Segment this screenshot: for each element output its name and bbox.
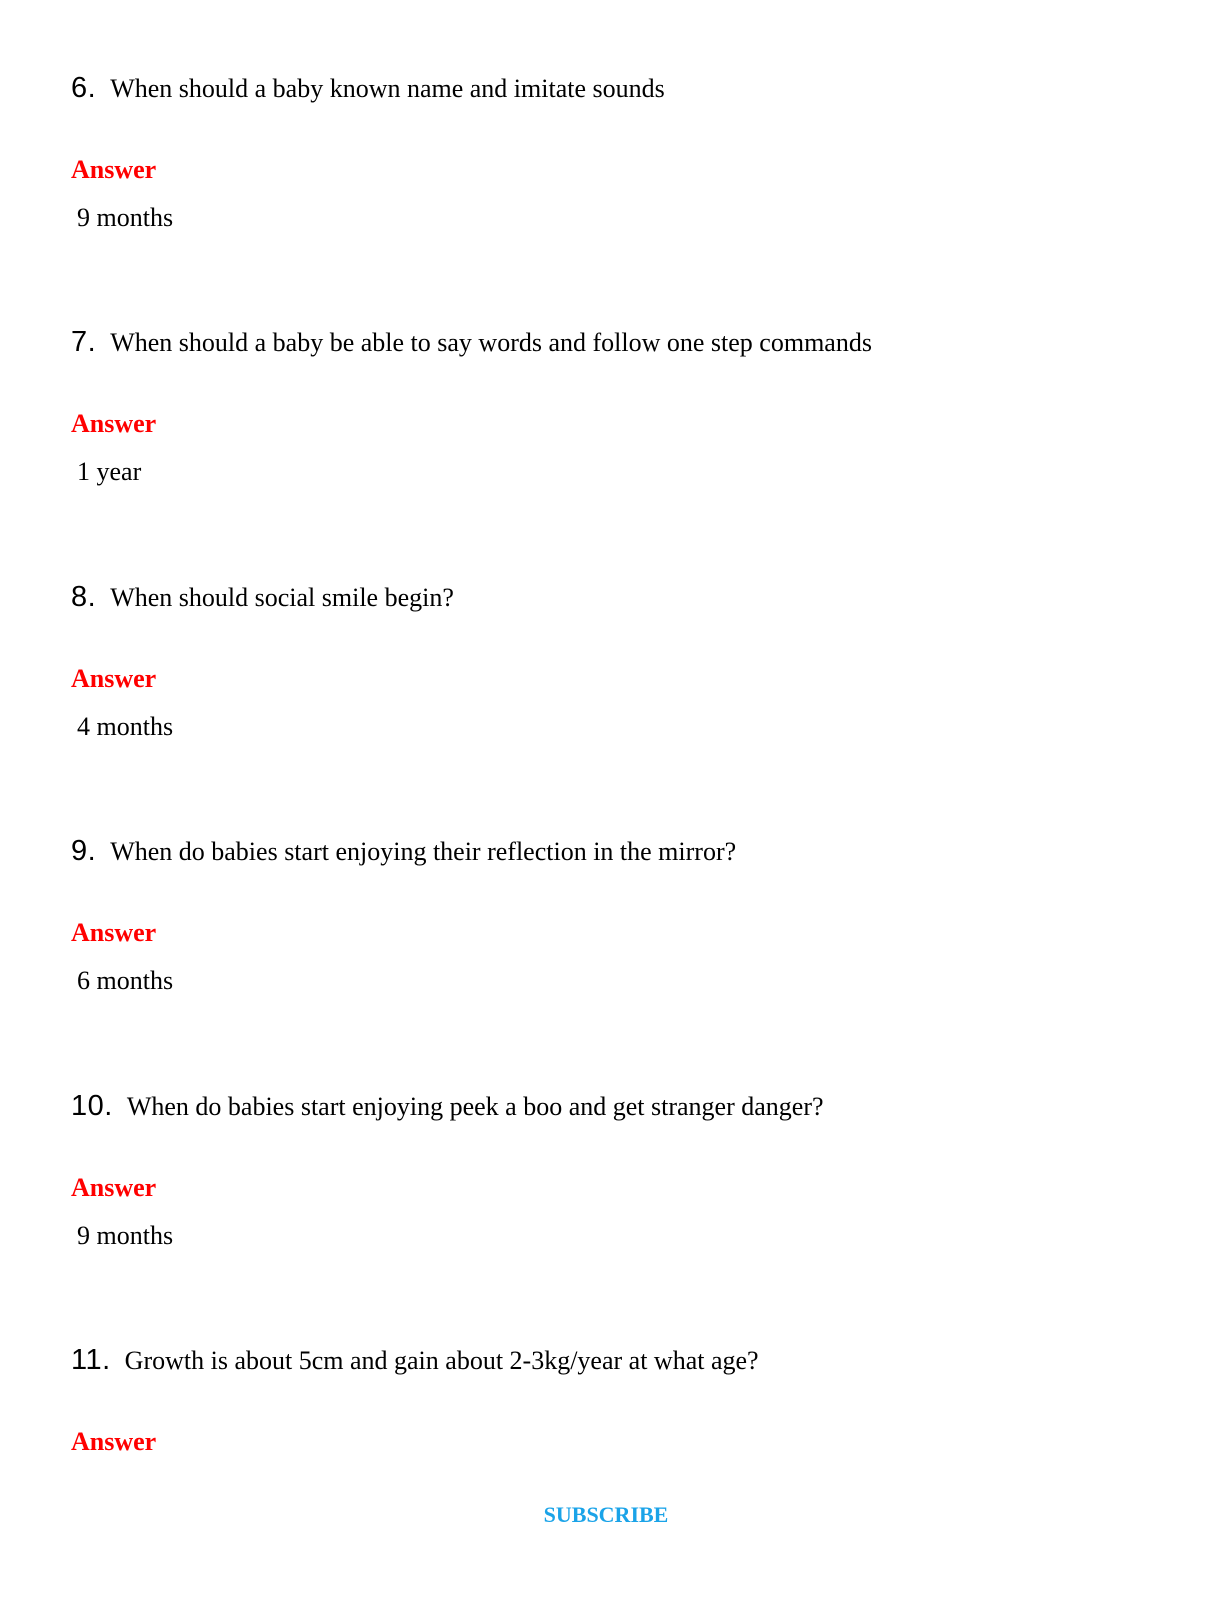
question-row	[71, 581, 454, 621]
answer-value: 9 months	[77, 1221, 174, 1250]
answer-label: Answer	[71, 409, 157, 438]
question-row	[71, 1344, 759, 1384]
question-number: 8.	[71, 581, 97, 613]
question-text: Growth is about 5cm and gain about 2-3kg/year at what age?	[124, 1346, 759, 1375]
answer-label: Answer	[71, 1173, 157, 1202]
question-text: When should social smile begin?	[110, 583, 454, 612]
qa-block-10	[0, 1090, 1224, 1344]
question-number: 11.	[71, 1344, 111, 1376]
answer-label: Answer	[71, 1427, 157, 1456]
question-row	[71, 835, 736, 875]
question-number: 6.	[71, 72, 97, 104]
qa-block-8	[0, 581, 1224, 835]
answer-label: Answer	[71, 918, 157, 947]
question-number: 7.	[71, 326, 97, 358]
qa-block-6	[0, 72, 1224, 326]
qa-block-9	[0, 835, 1224, 1089]
qa-block-7	[0, 326, 1224, 580]
question-row	[71, 72, 665, 112]
qa-block-11	[0, 1344, 1224, 1598]
answer-value: 6 months	[77, 966, 174, 995]
answer-label: Answer	[71, 155, 157, 184]
answer-value: 4 months	[77, 712, 174, 741]
question-number: 10.	[71, 1090, 113, 1122]
question-text: When do babies start enjoying peek a boo and get stranger danger?	[126, 1092, 824, 1121]
question-text: When should a baby known name and imitate sounds	[110, 74, 665, 103]
answer-label: Answer	[71, 664, 157, 693]
answer-value: 1 year	[77, 457, 142, 486]
answer-value: 9 months	[77, 203, 174, 232]
question-row	[71, 326, 872, 366]
question-text: When do babies start enjoying their reflection in the mirror?	[110, 837, 737, 866]
question-number: 9.	[71, 835, 97, 867]
question-row	[71, 1090, 824, 1130]
subscribe-link[interactable]: SUBSCRIBE	[543, 1502, 669, 1527]
question-text: When should a baby be able to say words and follow one step commands	[110, 328, 872, 357]
